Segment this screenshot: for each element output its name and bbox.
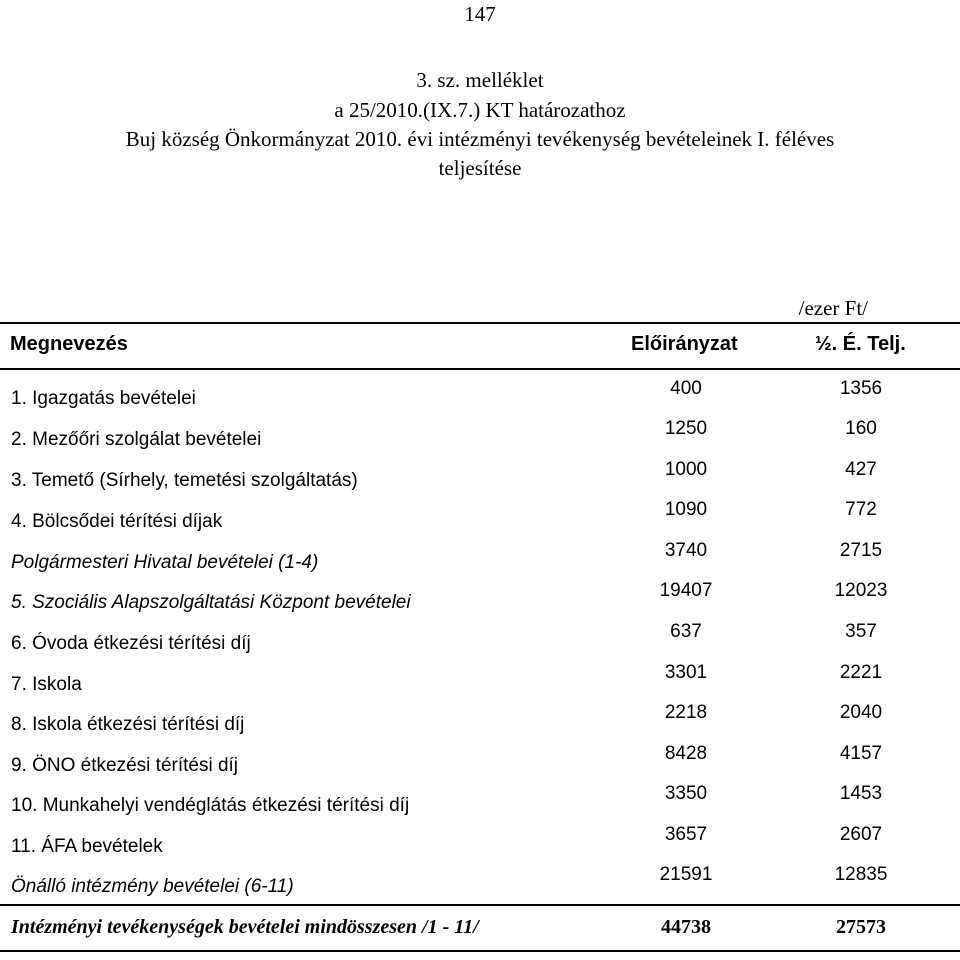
- row-label: 4. Bölcsődei térítési díjak: [11, 511, 223, 532]
- header-bottom-border: [0, 368, 960, 370]
- row-label: 1. Igazgatás bevételei: [11, 388, 196, 409]
- column-header-name: Megnevezés: [10, 333, 128, 355]
- row-plan: 2218: [664, 702, 708, 723]
- row-label: 6. Óvoda étkezési térítési díj: [11, 633, 251, 654]
- row-actual: 1453: [839, 783, 883, 804]
- row-plan: 1090: [664, 499, 708, 520]
- row-label: 7. Iskola: [11, 674, 82, 695]
- row-label: 11. ÁFA bevételek: [11, 836, 163, 857]
- row-plan: 21591: [659, 864, 713, 885]
- row-plan: 637: [670, 621, 702, 642]
- row-plan: 3350: [664, 783, 708, 804]
- row-actual: 2715: [839, 540, 883, 561]
- page-number: 147: [464, 2, 496, 26]
- row-plan: 3657: [664, 824, 708, 845]
- total-actual: 27573: [836, 916, 886, 938]
- total-top-border: [0, 904, 960, 906]
- header-title: Buj község Önkormányzat 2010. évi intézményi tevékenység bevételeinek I. féléves: [125, 127, 835, 151]
- row-actual: 4157: [839, 743, 883, 764]
- row-plan: 8428: [664, 743, 708, 764]
- row-plan: 1250: [664, 418, 708, 439]
- row-label: 10. Munkahelyi vendéglátás étkezési térítési díj: [11, 795, 410, 816]
- row-label: 9. ÖNO étkezési térítési díj: [11, 755, 239, 776]
- row-plan: 400: [670, 378, 702, 399]
- row-label: 5. Szociális Alapszolgáltatási Központ bevételei: [11, 592, 411, 613]
- row-label: 2. Mezőőri szolgálat bevételei: [11, 429, 262, 450]
- row-actual: 427: [845, 459, 877, 480]
- unit-label: /ezer Ft/: [798, 296, 868, 320]
- row-label: 8. Iskola étkezési térítési díj: [11, 714, 245, 735]
- row-label: Önálló intézmény bevételei (6-11): [11, 876, 294, 897]
- row-actual: 12835: [834, 864, 888, 885]
- row-actual: 2221: [839, 662, 883, 683]
- row-actual: 1356: [839, 378, 883, 399]
- total-plan: 44738: [661, 916, 711, 938]
- column-header-plan: Előirányzat: [631, 333, 738, 355]
- row-label: 3. Temető (Sírhely, temetési szolgáltatás): [11, 470, 358, 491]
- table-top-border: [0, 322, 960, 324]
- column-header-actual: ½. É. Telj.: [815, 333, 906, 355]
- row-actual: 357: [845, 621, 877, 642]
- row-actual: 12023: [834, 580, 888, 601]
- row-label: Polgármesteri Hivatal bevételei (1-4): [11, 552, 319, 573]
- header-attachment: 3. sz. melléklet: [416, 68, 544, 92]
- row-actual: 772: [845, 499, 877, 520]
- row-actual: 160: [845, 418, 877, 439]
- header-resolution: a 25/2010.(IX.7.) KT határozathoz: [334, 98, 626, 122]
- row-actual: 2607: [839, 824, 883, 845]
- table-bottom-border: [0, 950, 960, 952]
- row-actual: 2040: [839, 702, 883, 723]
- row-plan: 19407: [659, 580, 713, 601]
- header-title-continuation: teljesítése: [438, 156, 522, 180]
- row-plan: 1000: [664, 459, 708, 480]
- total-label: Intézményi tevékenységek bevételei mindösszesen /1 - 11/: [11, 916, 479, 938]
- row-plan: 3740: [664, 540, 708, 561]
- row-plan: 3301: [664, 662, 708, 683]
